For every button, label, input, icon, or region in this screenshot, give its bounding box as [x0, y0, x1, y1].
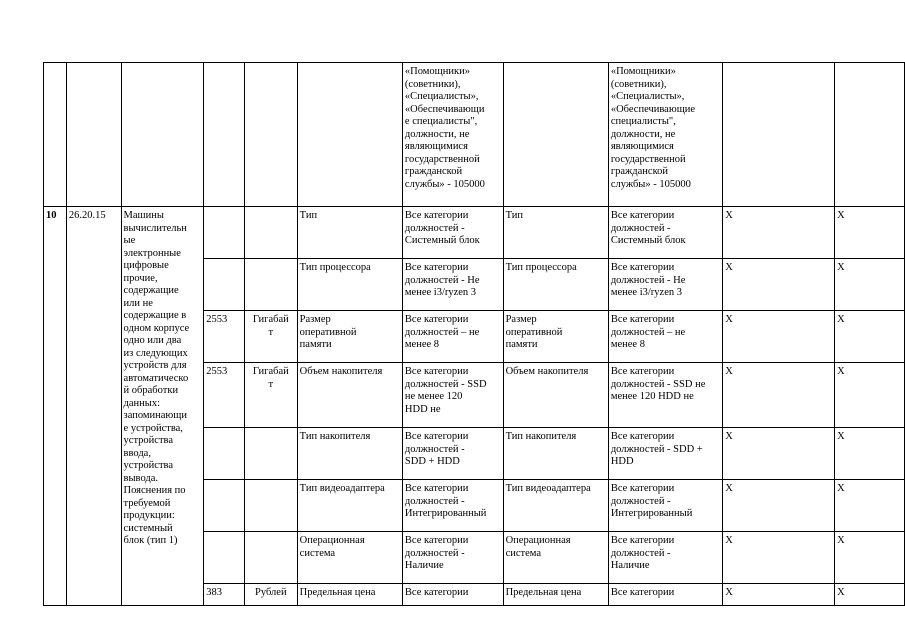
cell-x: X	[723, 532, 835, 584]
cell-requirement: Все категории должностей - SDD + HDD	[402, 428, 503, 480]
item-code: 26.20.15	[66, 207, 121, 606]
cell-characteristic: Предельная цена	[297, 584, 402, 606]
cell-empty	[835, 63, 905, 207]
cell-x: X	[723, 259, 835, 311]
cell-characteristic: Размер оперативной памяти	[297, 311, 402, 363]
cell-okei: 383	[204, 584, 245, 606]
cell-characteristic: Операционная система	[297, 532, 402, 584]
cell-x: X	[723, 428, 835, 480]
cell-characteristic: Тип накопителя	[297, 428, 402, 480]
cell-unit	[244, 259, 297, 311]
cell-characteristic-2: Предельная цена	[503, 584, 608, 606]
cell-okei	[204, 207, 245, 259]
cell-characteristic-2: Тип	[503, 207, 608, 259]
cell-empty	[244, 63, 297, 207]
cell-requirement: Все категории	[402, 584, 503, 606]
cell-unit	[244, 428, 297, 480]
cell-characteristic: Тип процессора	[297, 259, 402, 311]
cell-requirement: Все категории должностей - Интегрированный	[402, 480, 503, 532]
cell-requirement-2: Все категории должностей - Системный блок	[608, 207, 722, 259]
specs-table	[43, 62, 905, 606]
cell-requirement-2: Все категории должностей - SDD + HDD	[608, 428, 722, 480]
cell-x: X	[835, 584, 905, 606]
cell-x: X	[723, 584, 835, 606]
cell-requirement-2: Все категории должностей - SSD не менее 120 HDD не	[608, 363, 722, 428]
item-number: 10	[44, 207, 67, 606]
cell-characteristic: Объем накопителя	[297, 363, 402, 428]
cell-empty	[44, 63, 67, 207]
cell-requirement: Все категории должностей – не менее 8	[402, 311, 503, 363]
cell-requirement-2: Все категории должностей - Интегрированный	[608, 480, 722, 532]
cell-characteristic-2: Тип накопителя	[503, 428, 608, 480]
cell-unit	[244, 207, 297, 259]
cell-empty	[503, 63, 608, 207]
cell-characteristic-2: Объем накопителя	[503, 363, 608, 428]
cell-x: X	[835, 428, 905, 480]
cell-characteristic-2: Тип процессора	[503, 259, 608, 311]
cell-okei	[204, 259, 245, 311]
cell-unit	[244, 532, 297, 584]
cell-x: X	[835, 480, 905, 532]
cell-empty	[121, 63, 204, 207]
cell-characteristic-2: Операционная система	[503, 532, 608, 584]
cell-okei	[204, 532, 245, 584]
cell-x: X	[723, 311, 835, 363]
item-name: Машины вычислительн ые электронные цифровые прочие, содержащие или не содержащие в одном корпусе одно или два из следующих устройств для автоматическо й обработки данных: запоминающи е устройства, устройства ввода, устройства вывода. Пояснения по требуемой продукции: системный блок (тип 1)	[121, 207, 204, 606]
cell-x: X	[723, 480, 835, 532]
table-row	[44, 207, 905, 259]
cell-empty	[66, 63, 121, 207]
cell-empty	[204, 63, 245, 207]
cell-x: X	[723, 363, 835, 428]
cell-requirement-2: Все категории должностей - Не менее i3/ryzen 3	[608, 259, 722, 311]
cell-unit	[244, 480, 297, 532]
cell-x: X	[835, 363, 905, 428]
cell-characteristic-2: Тип видеоадаптера	[503, 480, 608, 532]
cell-x: X	[835, 311, 905, 363]
cell-requirement-2: Все категории должностей – не менее 8	[608, 311, 722, 363]
table-row-previous	[44, 63, 905, 207]
cell-characteristic-2: Размер оперативной памяти	[503, 311, 608, 363]
cell-requirement: Все категории должностей - SSD не менее 120 HDD не	[402, 363, 503, 428]
cell-x: X	[723, 207, 835, 259]
cell-unit: Гигабай т	[244, 311, 297, 363]
cell-requirement: Все категории должностей - Системный блок	[402, 207, 503, 259]
cell-x: X	[835, 259, 905, 311]
cell-unit: Гигабай т	[244, 363, 297, 428]
cell-requirement: Все категории должностей - Наличие	[402, 532, 503, 584]
cell-okei: 2553	[204, 311, 245, 363]
cell-unit: Рублей	[244, 584, 297, 606]
cell-okei	[204, 480, 245, 532]
cell-x: X	[835, 207, 905, 259]
cell-requirement-2: Все категории	[608, 584, 722, 606]
cell-requirement-previous-2: «Помощники» (советники), «Специалисты», «Обеспечивающие специалисты", должности, не являющимися государственной гражданской службы» - 105000	[608, 63, 722, 207]
cell-empty	[723, 63, 835, 207]
cell-requirement-2: Все категории должностей - Наличие	[608, 532, 722, 584]
cell-okei	[204, 428, 245, 480]
cell-characteristic: Тип	[297, 207, 402, 259]
cell-requirement-previous: «Помощники» (советники), «Специалисты», «Обеспечивающи е специалисты", должности, не являющимися государственной гражданской службы» - 105000	[402, 63, 503, 207]
cell-okei: 2553	[204, 363, 245, 428]
cell-x: X	[835, 532, 905, 584]
cell-requirement: Все категории должностей - Не менее i3/ryzen 3	[402, 259, 503, 311]
cell-characteristic: Тип видеоадаптера	[297, 480, 402, 532]
cell-empty	[297, 63, 402, 207]
